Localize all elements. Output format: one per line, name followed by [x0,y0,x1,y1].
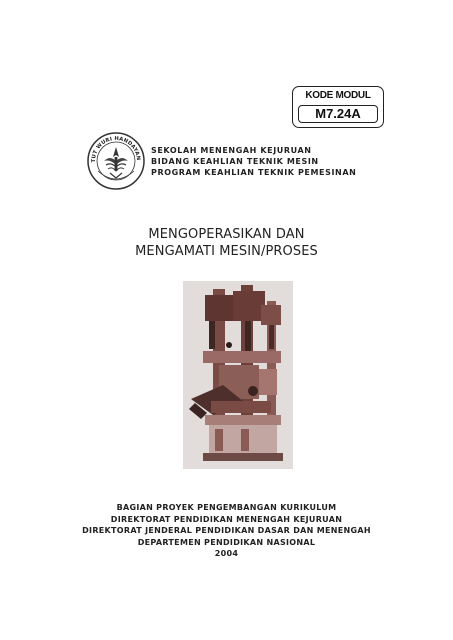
title-line: MENGAMATI MESIN/PROSES [135,244,318,259]
module-code-value: M7.24A [298,105,378,123]
logo-arc-text: TUT WURI HANDAYAN [90,135,142,163]
footer-line: DIREKTORAT JENDERAL PENDIDIKAN DASAR DAN MENENGAH [82,526,371,536]
school-info [151,145,356,178]
school-line: PROGRAM KEAHLIAN TEKNIK PEMESINAN [151,168,357,177]
drilling-machine-photo [183,281,293,469]
footer-year: 2004 [214,549,239,559]
publisher-info [0,502,453,560]
title-line: MENGOPERASIKAN DAN [148,227,305,242]
footer-line: DIREKTORAT PENDIDIKAN MENENGAH KEJURUAN [110,514,343,524]
tut-wuri-handayani-logo [86,131,146,191]
school-line: BIDANG KEAHLIAN TEKNIK MESIN [151,157,319,166]
school-line: SEKOLAH MENENGAH KEJURUAN [151,146,312,155]
footer-line: DEPARTEMEN PENDIDIKAN NASIONAL [137,537,316,547]
footer-line: BAGIAN PROYEK PENGEMBANGAN KURIKULUM [116,503,337,512]
module-code-box [292,86,384,128]
module-code-label: KODE MODUL [305,90,371,101]
module-title [0,226,453,260]
